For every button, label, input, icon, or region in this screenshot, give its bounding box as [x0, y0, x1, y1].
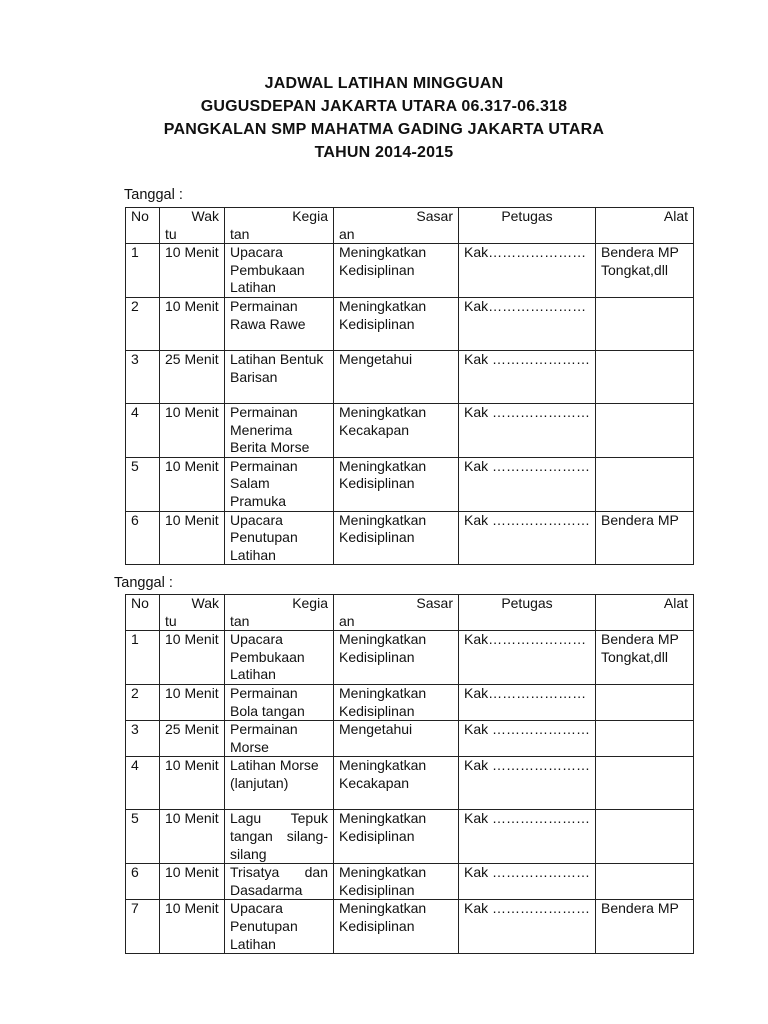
- cell-petugas: Kak…………………: [459, 631, 596, 685]
- cell-sasaran: Meningkatkan Kedisiplinan: [334, 244, 459, 298]
- cell-sasaran: Meningkatkan Kecakapan: [334, 757, 459, 810]
- cell-sasaran: Meningkatkan Kedisiplinan: [334, 684, 459, 720]
- cell-no: 6: [126, 864, 160, 900]
- cell-kegiatan: Permainan Menerima Berita Morse: [225, 403, 334, 457]
- table-row: [126, 244, 694, 298]
- cell-petugas: Kak …………………: [459, 511, 596, 565]
- header-alat: Alat: [596, 208, 694, 244]
- cell-no: 5: [126, 810, 160, 864]
- cell-sasaran: Meningkatkan Kedisiplinan: [334, 297, 459, 350]
- header-petugas: Petugas: [459, 208, 596, 244]
- cell-petugas: Kak …………………: [459, 350, 596, 403]
- table-row: [126, 810, 694, 864]
- table-row: [126, 721, 694, 757]
- cell-no: 6: [126, 511, 160, 565]
- cell-waktu: 10 Menit: [160, 511, 225, 565]
- header-no: No: [126, 595, 160, 631]
- cell-no: 4: [126, 403, 160, 457]
- cell-petugas: Kak …………………: [459, 721, 596, 757]
- header-sasaran: Sasar an: [334, 208, 459, 244]
- cell-kegiatan: Permainan Rawa Rawe: [225, 297, 334, 350]
- cell-alat: [596, 350, 694, 403]
- cell-alat: [596, 864, 694, 900]
- cell-sasaran: Mengetahui: [334, 721, 459, 757]
- table-header-row: [126, 595, 694, 631]
- cell-alat: [596, 684, 694, 720]
- cell-waktu: 25 Menit: [160, 350, 225, 403]
- cell-petugas: Kak…………………: [459, 244, 596, 298]
- cell-sasaran: Meningkatkan Kedisiplinan: [334, 631, 459, 685]
- cell-petugas: Kak …………………: [459, 864, 596, 900]
- table-row: [126, 864, 694, 900]
- cell-no: 7: [126, 900, 160, 954]
- table-row: [126, 297, 694, 350]
- cell-petugas: Kak…………………: [459, 684, 596, 720]
- header-alat: Alat: [596, 595, 694, 631]
- cell-waktu: 10 Menit: [160, 900, 225, 954]
- header-waktu: Wak tu: [160, 208, 225, 244]
- cell-petugas: Kak …………………: [459, 403, 596, 457]
- title-line-4: TAHUN 2014-2015: [314, 144, 454, 161]
- cell-no: 3: [126, 350, 160, 403]
- cell-sasaran: Meningkatkan Kedisiplinan: [334, 810, 459, 864]
- cell-petugas: Kak …………………: [459, 900, 596, 954]
- cell-kegiatan: Trisatya dan Dasadarma: [225, 864, 334, 900]
- cell-no: 1: [126, 631, 160, 685]
- header-sasaran: Sasar an: [334, 595, 459, 631]
- table-row: [126, 900, 694, 954]
- cell-sasaran: Meningkatkan Kedisiplinan: [334, 864, 459, 900]
- cell-alat: Bendera MP: [596, 900, 694, 954]
- cell-kegiatan: Upacara Penutupan Latihan: [225, 511, 334, 565]
- cell-waktu: 10 Menit: [160, 684, 225, 720]
- cell-no: 5: [126, 457, 160, 511]
- header-kegiatan: Kegia tan: [225, 208, 334, 244]
- header-no: No: [126, 208, 160, 244]
- cell-waktu: 25 Menit: [160, 721, 225, 757]
- cell-sasaran: Meningkatkan Kedisiplinan: [334, 511, 459, 565]
- cell-alat: [596, 297, 694, 350]
- cell-no: 3: [126, 721, 160, 757]
- cell-kegiatan: Lagu Tepuk tangan silang-silang: [225, 810, 334, 864]
- cell-no: 4: [126, 757, 160, 810]
- cell-alat: [596, 457, 694, 511]
- table-row: [126, 631, 694, 685]
- cell-alat: Bendera MP Tongkat,dll: [596, 244, 694, 298]
- cell-sasaran: Meningkatkan Kedisiplinan: [334, 900, 459, 954]
- cell-alat: [596, 810, 694, 864]
- tanggal-label-2: Tanggal :: [114, 575, 173, 591]
- schedule-table-2: [125, 594, 694, 954]
- cell-petugas: Kak …………………: [459, 810, 596, 864]
- cell-alat: [596, 721, 694, 757]
- cell-waktu: 10 Menit: [160, 864, 225, 900]
- cell-kegiatan: Permainan Morse: [225, 721, 334, 757]
- header-kegiatan: Kegia tan: [225, 595, 334, 631]
- cell-sasaran: Mengetahui: [334, 350, 459, 403]
- cell-kegiatan: Permainan Bola tangan: [225, 684, 334, 720]
- cell-kegiatan: Permainan Salam Pramuka: [225, 457, 334, 511]
- header-petugas: Petugas: [459, 595, 596, 631]
- cell-no: 2: [126, 297, 160, 350]
- cell-sasaran: Meningkatkan Kecakapan: [334, 403, 459, 457]
- cell-alat: [596, 757, 694, 810]
- cell-waktu: 10 Menit: [160, 297, 225, 350]
- cell-alat: [596, 403, 694, 457]
- table-row: [126, 684, 694, 720]
- cell-waktu: 10 Menit: [160, 244, 225, 298]
- table-row: [126, 403, 694, 457]
- title-line-1: JADWAL LATIHAN MINGGUAN: [264, 75, 504, 92]
- tanggal-label-1: Tanggal :: [124, 187, 183, 203]
- table-row: [126, 757, 694, 810]
- cell-petugas: Kak …………………: [459, 757, 596, 810]
- cell-kegiatan: Latihan Bentuk Barisan: [225, 350, 334, 403]
- cell-waktu: 10 Menit: [160, 810, 225, 864]
- cell-kegiatan: Upacara Penutupan Latihan: [225, 900, 334, 954]
- schedule-table-1: [125, 207, 694, 565]
- cell-no: 1: [126, 244, 160, 298]
- title-line-2: GUGUSDEPAN JAKARTA UTARA 06.317-06.318: [200, 98, 568, 115]
- cell-petugas: Kak …………………: [459, 457, 596, 511]
- cell-sasaran: Meningkatkan Kedisiplinan: [334, 457, 459, 511]
- cell-no: 2: [126, 684, 160, 720]
- table-row: [126, 511, 694, 565]
- cell-kegiatan: Upacara Pembukaan Latihan: [225, 631, 334, 685]
- cell-waktu: 10 Menit: [160, 631, 225, 685]
- cell-alat: Bendera MP Tongkat,dll: [596, 631, 694, 685]
- cell-petugas: Kak…………………: [459, 297, 596, 350]
- cell-kegiatan: Upacara Pembukaan Latihan: [225, 244, 334, 298]
- cell-alat: Bendera MP: [596, 511, 694, 565]
- header-waktu: Wak tu: [160, 595, 225, 631]
- title-line-3: PANGKALAN SMP MAHATMA GADING JAKARTA UTARA: [163, 121, 605, 138]
- cell-waktu: 10 Menit: [160, 403, 225, 457]
- table-row: [126, 457, 694, 511]
- cell-kegiatan: Latihan Morse (lanjutan): [225, 757, 334, 810]
- table-header-row: [126, 208, 694, 244]
- cell-waktu: 10 Menit: [160, 457, 225, 511]
- table-row: [126, 350, 694, 403]
- cell-waktu: 10 Menit: [160, 757, 225, 810]
